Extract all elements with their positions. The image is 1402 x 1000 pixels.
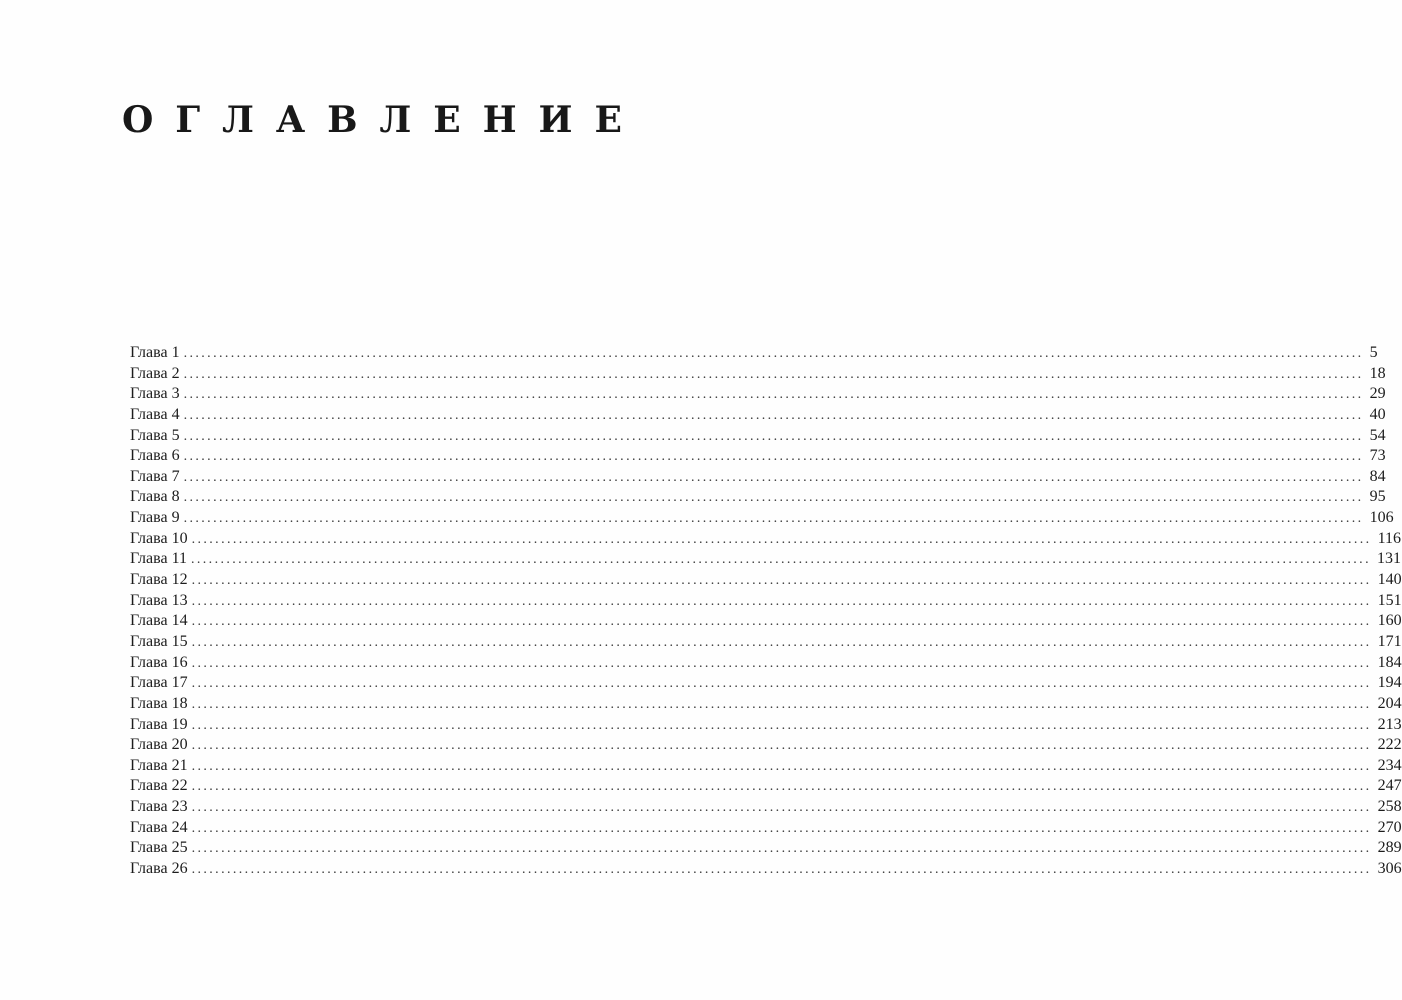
toc-entry-label: Глава 5 bbox=[130, 426, 180, 444]
toc-entry-label: Глава 16 bbox=[130, 653, 188, 671]
toc-entry[interactable] bbox=[130, 384, 1386, 405]
toc-entry[interactable] bbox=[130, 426, 1386, 447]
toc-entry[interactable] bbox=[130, 797, 1402, 818]
dot-leader: ........................................................................................................................................................................................................ bbox=[191, 717, 1372, 733]
toc-entry-label: Глава 20 bbox=[130, 736, 188, 754]
toc-entry[interactable] bbox=[130, 756, 1402, 777]
dot-leader: ........................................................................................................................................................................................................ bbox=[190, 552, 1371, 568]
toc-entry-label: Глава 3 bbox=[130, 385, 180, 403]
toc-entry-page: 222 bbox=[1377, 736, 1402, 754]
dot-leader: ........................................................................................................................................................................................................ bbox=[183, 511, 1364, 527]
dot-leader: ........................................................................................................................................................................................................ bbox=[183, 387, 1364, 403]
toc-entry-page: 247 bbox=[1377, 777, 1402, 795]
toc-entry-label: Глава 6 bbox=[130, 447, 180, 465]
toc-entry-label: Глава 14 bbox=[130, 612, 188, 630]
toc-entry[interactable] bbox=[130, 838, 1402, 859]
toc-entry-page: 151 bbox=[1377, 591, 1402, 609]
page-title-letter: Е bbox=[594, 99, 622, 141]
toc-entry[interactable] bbox=[130, 487, 1386, 508]
toc-entry[interactable] bbox=[130, 508, 1394, 529]
table-of-contents bbox=[130, 343, 1402, 880]
toc-entry[interactable] bbox=[130, 364, 1386, 385]
toc-entry-label: Глава 23 bbox=[130, 798, 188, 816]
dot-leader: ........................................................................................................................................................................................................ bbox=[183, 407, 1364, 423]
dot-leader: ........................................................................................................................................................................................................ bbox=[191, 758, 1372, 774]
dot-leader: ........................................................................................................................................................................................................ bbox=[191, 573, 1372, 589]
page-title-letter: Л bbox=[379, 99, 412, 141]
dot-leader: ........................................................................................................................................................................................................ bbox=[183, 366, 1364, 382]
toc-entry-page: 258 bbox=[1377, 798, 1402, 816]
dot-leader: ........................................................................................................................................................................................................ bbox=[191, 841, 1372, 857]
dot-leader: ........................................................................................................................................................................................................ bbox=[191, 655, 1372, 671]
page-title-letter: Л bbox=[222, 99, 254, 141]
page-title bbox=[122, 98, 622, 142]
toc-entry[interactable] bbox=[130, 694, 1402, 715]
page-title-letter: Н bbox=[482, 99, 517, 141]
toc-entry-page: 5 bbox=[1369, 344, 1378, 361]
toc-entry-label: Глава 10 bbox=[130, 529, 188, 547]
toc-entry-label: Глава 15 bbox=[130, 632, 188, 650]
page-title-letter: О bbox=[122, 99, 154, 141]
toc-entry[interactable] bbox=[130, 405, 1386, 426]
toc-entry[interactable] bbox=[130, 467, 1386, 488]
dot-leader: ........................................................................................................................................................................................................ bbox=[191, 779, 1372, 795]
toc-entry-label: Глава 9 bbox=[130, 509, 180, 527]
dot-leader: ........................................................................................................................................................................................................ bbox=[191, 738, 1372, 754]
toc-entry-label: Глава 17 bbox=[130, 674, 188, 692]
toc-entry[interactable] bbox=[130, 818, 1402, 839]
toc-entry[interactable] bbox=[130, 611, 1402, 632]
toc-entry-page: 116 bbox=[1377, 529, 1401, 547]
toc-entry-page: 213 bbox=[1377, 715, 1402, 733]
toc-entry-page: 131 bbox=[1376, 550, 1401, 568]
toc-entry-label: Глава 18 bbox=[130, 694, 188, 712]
page-title-letter: В bbox=[327, 99, 358, 141]
toc-entry[interactable] bbox=[130, 591, 1402, 612]
toc-entry-page: 73 bbox=[1369, 447, 1386, 465]
toc-entry-label: Глава 26 bbox=[130, 860, 188, 878]
toc-entry-label: Глава 22 bbox=[130, 777, 188, 795]
toc-entry-page: 289 bbox=[1377, 839, 1402, 857]
toc-entry-page: 204 bbox=[1377, 694, 1402, 712]
toc-entry-label: Глава 4 bbox=[130, 405, 180, 423]
toc-entry[interactable] bbox=[130, 776, 1402, 797]
page-title-letter: И bbox=[538, 99, 573, 141]
dot-leader: ........................................................................................................................................................................................................ bbox=[191, 862, 1372, 878]
toc-entry[interactable] bbox=[130, 859, 1402, 880]
toc-entry-page: 270 bbox=[1377, 818, 1402, 836]
toc-entry[interactable] bbox=[130, 632, 1402, 653]
toc-entry-page: 84 bbox=[1369, 467, 1386, 485]
toc-entry[interactable] bbox=[130, 673, 1402, 694]
toc-entry-label: Глава 7 bbox=[130, 467, 180, 485]
toc-entry-page: 306 bbox=[1377, 860, 1402, 878]
toc-entry-page: 106 bbox=[1369, 509, 1394, 527]
toc-entry-label: Глава 21 bbox=[130, 756, 188, 774]
toc-entry[interactable] bbox=[130, 529, 1401, 550]
toc-entry-page: 184 bbox=[1377, 653, 1402, 671]
dot-leader: ........................................................................................................................................................................................................ bbox=[183, 428, 1364, 444]
toc-entry-page: 40 bbox=[1369, 405, 1386, 423]
dot-leader: ........................................................................................................................................................................................................ bbox=[183, 449, 1364, 465]
dot-leader: ........................................................................................................................................................................................................ bbox=[191, 614, 1372, 630]
page-title-letter: Е bbox=[433, 99, 461, 141]
toc-entry-page: 29 bbox=[1369, 385, 1386, 403]
toc-entry-page: 140 bbox=[1377, 571, 1402, 589]
dot-leader: ........................................................................................................................................................................................................ bbox=[191, 820, 1372, 836]
toc-entry-label: Глава 24 bbox=[130, 818, 188, 836]
dot-leader: ........................................................................................................................................................................................................ bbox=[191, 531, 1372, 547]
toc-entry-page: 194 bbox=[1377, 674, 1402, 692]
toc-entry[interactable] bbox=[130, 735, 1402, 756]
toc-entry-label: Глава 1 bbox=[130, 344, 180, 361]
toc-entry-label: Глава 19 bbox=[130, 715, 188, 733]
toc-entry-page: 171 bbox=[1377, 632, 1402, 650]
toc-entry[interactable] bbox=[130, 653, 1402, 674]
toc-entry[interactable] bbox=[130, 549, 1401, 570]
toc-entry-page: 234 bbox=[1377, 756, 1402, 774]
dot-leader: ........................................................................................................................................................................................................ bbox=[183, 469, 1364, 485]
toc-entry[interactable] bbox=[130, 570, 1402, 591]
toc-entry[interactable] bbox=[130, 446, 1386, 467]
toc-entry-page: 54 bbox=[1369, 426, 1386, 444]
toc-entry-page: 95 bbox=[1369, 488, 1386, 506]
dot-leader: ........................................................................................................................................................................................................ bbox=[191, 800, 1372, 816]
toc-entry-label: Глава 25 bbox=[130, 839, 188, 857]
dot-leader: ........................................................................................................................................................................................................ bbox=[191, 634, 1372, 650]
toc-entry-label: Глава 12 bbox=[130, 571, 188, 589]
toc-entry[interactable] bbox=[130, 343, 1378, 364]
page-title-letter: Г bbox=[175, 99, 201, 141]
dot-leader: ........................................................................................................................................................................................................ bbox=[191, 696, 1372, 712]
dot-leader: ........................................................................................................................................................................................................ bbox=[191, 593, 1372, 609]
page-title-letter: А bbox=[275, 99, 306, 141]
dot-leader: ........................................................................................................................................................................................................ bbox=[191, 676, 1372, 692]
toc-entry-label: Глава 8 bbox=[130, 488, 180, 506]
dot-leader: ........................................................................................................................................................................................................ bbox=[183, 346, 1364, 361]
toc-entry-label: Глава 13 bbox=[130, 591, 188, 609]
toc-entry-label: Глава 11 bbox=[130, 550, 187, 568]
toc-entry-page: 160 bbox=[1377, 612, 1402, 630]
dot-leader: ........................................................................................................................................................................................................ bbox=[183, 490, 1364, 506]
toc-entry-page: 18 bbox=[1369, 364, 1386, 382]
toc-entry-label: Глава 2 bbox=[130, 364, 180, 382]
toc-entry[interactable] bbox=[130, 715, 1402, 736]
